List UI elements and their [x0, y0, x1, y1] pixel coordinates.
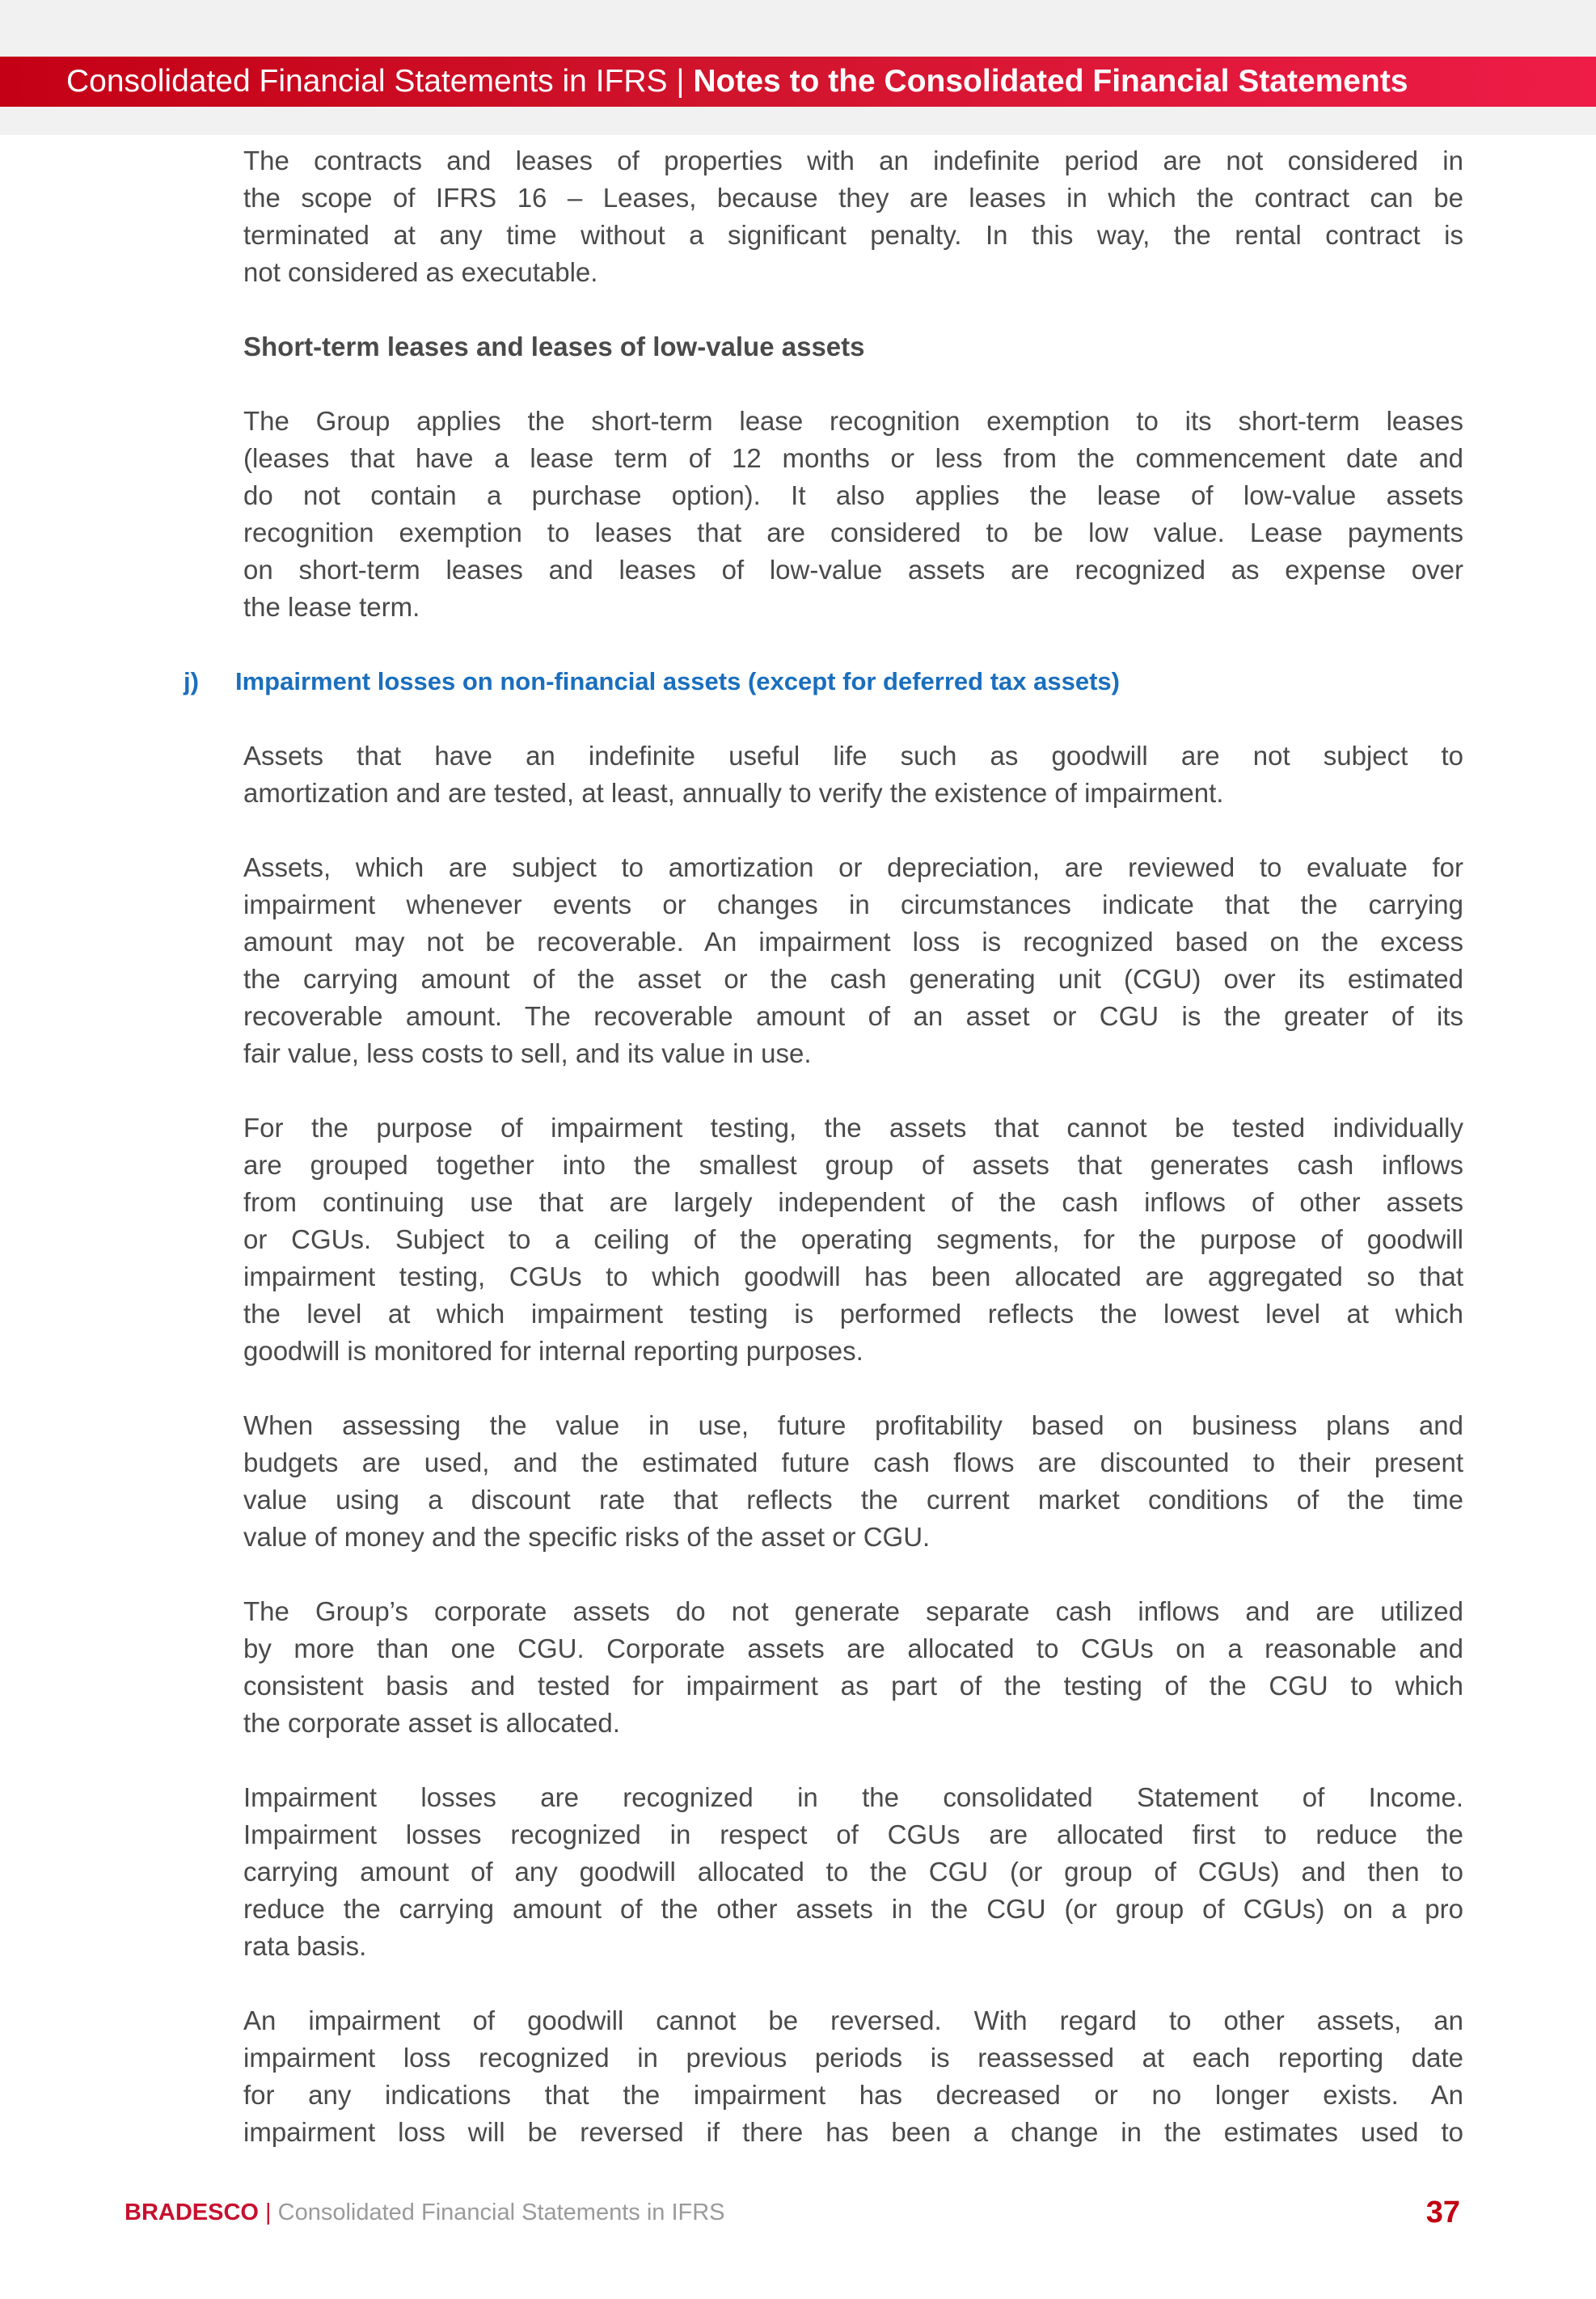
page-number: 37 [1425, 2195, 1460, 2229]
text-line: For the purpose of impairment testing, the assets that cannot be tested individually [243, 1113, 1463, 1143]
text-line: do not contain a purchase option). It also applies the lease of low-value assets [243, 480, 1463, 510]
text-line: fair value, less costs to sell, and its value in use. [243, 1038, 812, 1068]
footer [125, 2193, 1460, 2232]
text-line: Assets, which are subject to amortization or depreciation, are reviewed to evaluate for [243, 852, 1463, 882]
text-line: budgets are used, and the estimated future cash flows are discounted to their present [243, 1447, 1463, 1477]
text-line: amortization and are tested, at least, annually to verify the existence of impairment. [243, 778, 1224, 808]
text-line: impairment whenever events or changes in circumstances indicate that the carrying [243, 890, 1463, 919]
page-content [184, 142, 1463, 2188]
text-line: rata basis. [243, 1931, 367, 1961]
text-line: the carrying amount of the asset or the cash generating unit (CGU) over its estimated [243, 964, 1463, 994]
section-heading [184, 663, 1463, 700]
paragraph [243, 737, 1463, 812]
text-line: on short-term leases and leases of low-value assets are recognized as expense over [243, 555, 1463, 585]
text-line: value of money and the specific risks of the asset or CGU. [243, 1522, 931, 1552]
footer-title: Consolidated Financial Statements in IFRS [277, 2200, 725, 2225]
text-line: amount may not be recoverable. An impairment loss is recognized based on the excess [243, 927, 1463, 957]
text-line: the scope of IFRS 16 – Leases, because they are leases in which the contract can be [243, 183, 1463, 213]
text-line: Assets that have an indefinite useful life such as goodwill are not subject to [243, 741, 1463, 771]
text-line: terminated at any time without a significant penalty. In this way, the rental contract is [243, 220, 1463, 250]
footer-separator: | [265, 2200, 272, 2225]
text-line: the lease term. [243, 592, 420, 622]
text-line: Impairment losses recognized in respect of CGUs are allocated first to reduce the [243, 1819, 1463, 1849]
text-line: The Group applies the short-term lease recognition exemption to its short-term leases [243, 406, 1463, 436]
text-line: An impairment of goodwill cannot be reversed. With regard to other assets, an [243, 2005, 1463, 2035]
header-separator: | [676, 64, 685, 99]
text-line: not considered as executable. [243, 257, 598, 287]
paragraph [243, 1407, 1463, 1556]
footer-brand-logo: BRADESCO [125, 2200, 259, 2225]
header-title: Notes to the Consolidated Financial Statements [693, 64, 1408, 99]
text-line: The Group’s corporate assets do not generate separate cash inflows and are utilized [243, 1596, 1463, 1626]
text-line: the corporate asset is allocated. [243, 1708, 620, 1738]
text-line: by more than one CGU. Corporate assets are allocated to CGUs on a reasonable and [243, 1633, 1463, 1663]
section-title: Impairment losses on non-financial assets (except for deferred tax assets) [235, 667, 1120, 695]
text-line: recoverable amount. The recoverable amount of an asset or CGU is the greater of its [243, 1001, 1463, 1031]
text-line: for any indications that the impairment has decreased or no longer exists. An [243, 2080, 1463, 2110]
text-line: recognition exemption to leases that are considered to be low value. Lease payments [243, 518, 1463, 547]
text-line: are grouped together into the smallest group of assets that generates cash inflows [243, 1150, 1463, 1180]
paragraph [243, 1593, 1463, 1742]
text-line: Impairment losses are recognized in the consolidated Statement of Income. [243, 1782, 1463, 1812]
paragraph [243, 2002, 1463, 2151]
text-line: the level at which impairment testing is performed reflects the lowest level at which [243, 1299, 1463, 1329]
text-line: (leases that have a lease term of 12 months or less from the commencement date and [243, 443, 1463, 473]
text-line: value using a discount rate that reflects the current market conditions of the time [243, 1485, 1463, 1515]
paragraph [243, 142, 1463, 291]
text-line: or CGUs. Subject to a ceiling of the operating segments, for the purpose of goodwill [243, 1224, 1463, 1254]
text-line: impairment testing, CGUs to which goodwill has been allocated are aggregated so that [243, 1261, 1463, 1291]
paragraph [243, 1109, 1463, 1370]
text-line: consistent basis and tested for impairment as part of the testing of the CGU to which [243, 1671, 1463, 1701]
header-section: Consolidated Financial Statements in IFRS [66, 64, 668, 99]
text-line: carrying amount of any goodwill allocated to the CGU (or group of CGUs) and then to [243, 1857, 1463, 1887]
text-line: impairment loss will be reversed if there has been a change in the estimates used to [243, 2117, 1463, 2147]
text-line: from continuing use that are largely independent of the cash inflows of other assets [243, 1187, 1463, 1217]
text-line: reduce the carrying amount of the other assets in the CGU (or group of CGUs) on a pro [243, 1894, 1463, 1924]
text-line: The contracts and leases of properties with an indefinite period are not considered in [243, 146, 1463, 175]
text-line: impairment loss recognized in previous periods is reassessed at each reporting date [243, 2043, 1463, 2073]
text-line: When assessing the value in use, future profitability based on business plans and [243, 1410, 1463, 1440]
paragraph [243, 403, 1463, 626]
text-line: goodwill is monitored for internal reporting purposes. [243, 1336, 863, 1366]
header-band [0, 57, 1596, 107]
paragraph [243, 849, 1463, 1072]
paragraph [243, 1779, 1463, 1965]
subheading: Short-term leases and leases of low-value assets [243, 332, 865, 361]
section-number: j) [184, 667, 199, 695]
